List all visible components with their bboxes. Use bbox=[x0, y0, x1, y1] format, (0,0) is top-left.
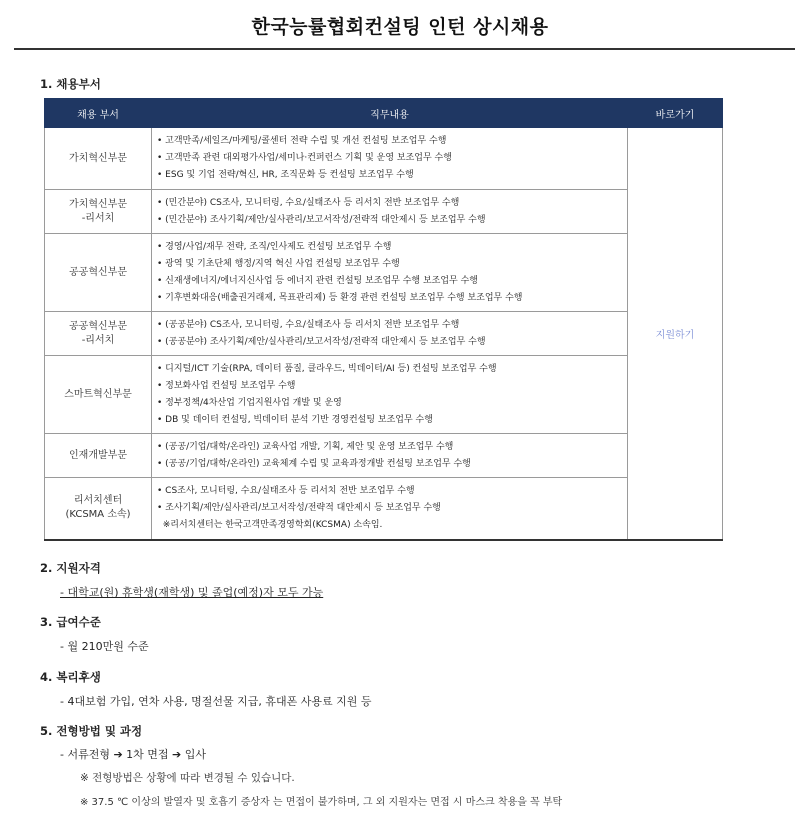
department-cell bbox=[45, 434, 152, 478]
department-cell bbox=[45, 312, 152, 356]
header-department: 채용 부서 bbox=[45, 99, 152, 128]
department-name: 리서치센터 bbox=[73, 495, 123, 507]
duty-item: • 기후변화대응(배출권거래제, 목표관리제) 등 환경 관련 컨설팅 보조업무 수행 보조업무 수행 bbox=[157, 292, 523, 303]
department-cell bbox=[45, 478, 152, 540]
table-row bbox=[45, 234, 723, 312]
header-shortcut: 바로가기 bbox=[628, 99, 723, 128]
duties-cell bbox=[152, 434, 628, 478]
duty-item: • ESG 및 기업 전략/혁신, HR, 조직문화 등 컨설팅 보조업무 수행 bbox=[157, 170, 414, 180]
table-header-row bbox=[45, 99, 723, 128]
department-cell bbox=[45, 234, 152, 312]
duty-item: • 디지털/ICT 기술(RPA, 데이터 품질, 클라우드, 빅데이터/AI 등) 컨설팅 보조업무 수행 bbox=[157, 363, 497, 374]
duties-cell bbox=[152, 356, 628, 434]
duty-item: • (공공분야) 조사기획/제안/실사관리/보고서작성/전략적 대안제시 등 보조업무 수행 bbox=[157, 336, 486, 347]
department-name: 스마트혁신부문 bbox=[64, 388, 132, 400]
duty-item: • (공공분야) CS조사, 모니터링, 수요/실태조사 등 리서치 전반 보조업무 수행 bbox=[157, 319, 460, 330]
department-cell bbox=[45, 356, 152, 434]
table-row bbox=[45, 434, 723, 478]
duty-item: • 정부정책/4차산업 기업지원사업 개발 및 운영 bbox=[157, 397, 342, 408]
duty-item: • (공공/기업/대학/온라인) 교육사업 개발, 기획, 제안 및 운영 보조업무 수행 bbox=[157, 441, 454, 452]
duty-item: • (민간분야) CS조사, 모니터링, 수요/실태조사 등 리서치 전반 보조업무 수행 bbox=[157, 197, 460, 208]
salary-text: - 월 210만원 수준 bbox=[60, 640, 149, 653]
duty-item: • 경영/사업/재무 전략, 조직/인사제도 컨설팅 보조업무 수행 bbox=[157, 241, 392, 252]
duty-item: • 광역 및 기초단체 행정/지역 혁신 사업 컨설팅 보조업무 수행 bbox=[157, 258, 400, 269]
page-title: 한국능률협회컨설팅 인턴 상시채용 bbox=[251, 16, 549, 38]
department-subname: -리서치 bbox=[81, 334, 115, 346]
duty-item: ※리서치센터는 한국고객만족경영학회(KCSMA) 소속임. bbox=[157, 519, 383, 530]
duty-item: • 고객만족/세일즈/마케팅/콜센터 전략 수립 및 개선 컨설팅 보조업무 수행 bbox=[157, 136, 447, 146]
duty-item: • 조사기획/제안/실사관리/보고서작성/전략적 대안제시 등 보조업무 수행 bbox=[157, 502, 441, 513]
department-subname: -리서치 bbox=[81, 212, 115, 224]
apply-link[interactable]: 지원하기 bbox=[628, 128, 723, 540]
duty-item: • DB 및 데이터 컨설팅, 빅데이터 분석 기반 경영컨설팅 보조업무 수행 bbox=[157, 414, 433, 425]
duties-cell bbox=[152, 478, 628, 540]
table-row bbox=[45, 478, 723, 540]
table-row bbox=[45, 312, 723, 356]
department-name: 가치혁신부문 bbox=[69, 152, 127, 164]
duty-item: • 고객만족 관련 대외평가사업/세미나·컨퍼런스 기획 및 운영 보조업무 수행 bbox=[157, 153, 452, 163]
section-heading-benefits: 4. 복리후생 bbox=[40, 670, 101, 684]
duties-cell bbox=[152, 190, 628, 234]
department-name: 가치혁신부문 bbox=[69, 198, 127, 210]
section-heading-salary: 3. 급여수준 bbox=[40, 615, 101, 629]
duties-cell bbox=[152, 234, 628, 312]
department-name: 공공혁신부문 bbox=[69, 266, 127, 278]
section-heading-process: 5. 전형방법 및 과정 bbox=[40, 724, 143, 738]
table-row bbox=[45, 356, 723, 434]
section-heading-qualification: 2. 지원자격 bbox=[40, 561, 101, 575]
duty-item: • CS조사, 모니터링, 수요/실태조사 등 리서치 전반 보조업무 수행 bbox=[157, 485, 415, 496]
table-row bbox=[45, 128, 723, 190]
department-name: 인재개발부문 bbox=[69, 449, 127, 461]
department-cell bbox=[45, 128, 152, 190]
benefits-text: - 4대보험 가입, 연차 사용, 명절선물 지급, 휴대폰 사용료 지원 등 bbox=[60, 695, 372, 708]
duties-cell bbox=[152, 128, 628, 190]
departments-table bbox=[44, 98, 723, 541]
department-name: 공공혁신부문 bbox=[69, 320, 127, 332]
header-duties: 직무내용 bbox=[152, 99, 628, 128]
title-divider bbox=[14, 48, 795, 50]
department-cell bbox=[45, 190, 152, 234]
table-row bbox=[45, 190, 723, 234]
duties-cell bbox=[152, 312, 628, 356]
process-note: ※ 전형방법은 상황에 따라 변경될 수 있습니다. bbox=[80, 772, 295, 784]
qualification-text: - 대학교(원) 휴학생(재학생) 및 졸업(예정)자 모두 가능 bbox=[60, 586, 324, 599]
department-subname: (KCSMA 소속) bbox=[65, 509, 131, 521]
section-heading-departments: 1. 채용부서 bbox=[40, 77, 101, 91]
duty-item: • (공공/기업/대학/온라인) 교육체계 수립 및 교육과정개발 컨설팅 보조업무 수행 bbox=[157, 458, 471, 469]
process-text: - 서류전형 ➔ 1차 면접 ➔ 입사 bbox=[60, 748, 207, 761]
duty-item: • 신재생에너지/에너지신사업 등 에너지 관련 컨설팅 보조업무 수행 보조업무 수행 bbox=[157, 275, 478, 286]
process-note: ※ 37.5 ℃ 이상의 발열자 및 호흡기 증상자 는 면접이 불가하며, 그 외 지원자는 면접 시 마스크 착용을 꼭 부탁 bbox=[80, 797, 563, 808]
duty-item: • 정보화사업 컨설팅 보조업무 수행 bbox=[157, 380, 296, 391]
duty-item: • (민간분야) 조사기획/제안/실사관리/보고서작성/전략적 대안제시 등 보조업무 수행 bbox=[157, 214, 486, 225]
